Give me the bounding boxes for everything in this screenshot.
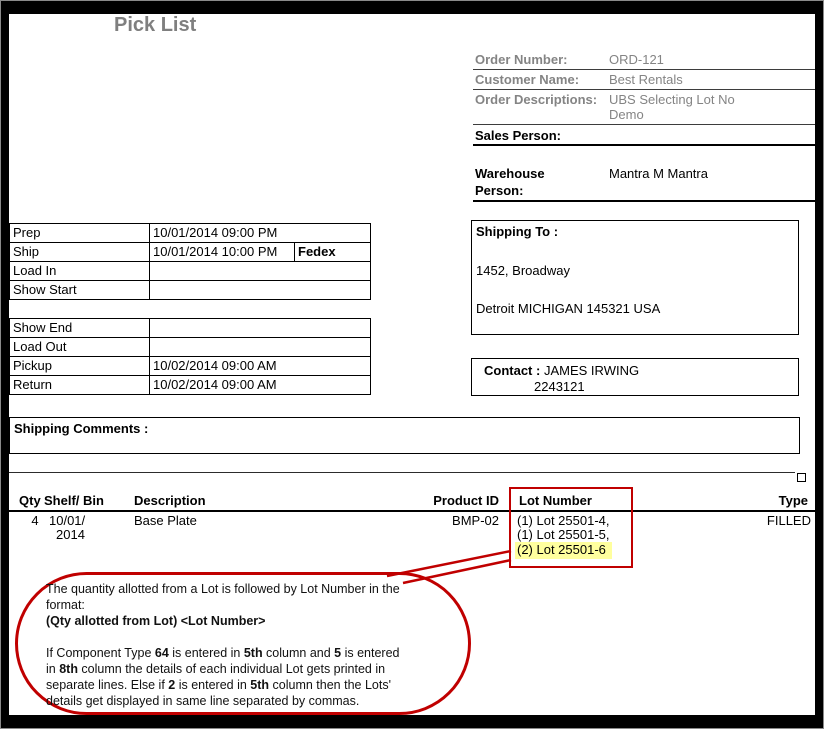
item-product-id: BMP-02 — [452, 513, 499, 528]
schedule-label: Show End — [10, 319, 150, 337]
item-shelf-bin-line1: 10/01/ — [49, 513, 86, 528]
divider — [9, 472, 795, 473]
item-description: Base Plate — [134, 513, 197, 528]
order-descriptions-label: Order Descriptions: — [475, 92, 598, 107]
schedule-value — [150, 262, 370, 280]
schedule-value: 10/02/2014 09:00 AM — [153, 377, 277, 392]
table-row — [10, 376, 370, 394]
sales-person-label: Sales Person: — [475, 128, 561, 143]
schedule-label: Load In — [10, 262, 150, 280]
schedule-label: Prep — [10, 224, 150, 242]
lot-line: (1) Lot 25501-5, — [517, 527, 610, 542]
col-header-qty: Qty — [19, 493, 41, 508]
shipping-to-box — [471, 220, 799, 335]
customer-name-label: Customer Name: — [475, 72, 580, 87]
shipping-comments-label: Shipping Comments : — [14, 421, 149, 436]
col-header-lot-number: Lot Number — [519, 493, 592, 508]
table-row — [10, 281, 370, 299]
contact-name: JAMES IRWING — [543, 363, 640, 378]
schedule-table-1 — [9, 223, 371, 300]
schedule-value — [150, 281, 370, 299]
schedule-label: Load Out — [10, 338, 150, 356]
annotation-red-rectangle — [509, 487, 633, 568]
table-row — [10, 243, 370, 262]
order-descriptions-value-line1: UBS Selecting Lot No — [609, 92, 735, 107]
warehouse-person-label-line2: Person: — [475, 183, 524, 198]
item-type: FILLED — [766, 513, 811, 528]
divider — [473, 89, 815, 90]
order-number-label: Order Number: — [475, 52, 568, 67]
warehouse-person-label-line1: Warehouse — [475, 166, 545, 181]
shipping-comments-box — [9, 417, 800, 454]
shipping-address-line1: 1452, Broadway — [476, 263, 570, 278]
table-row — [10, 357, 370, 376]
table-row — [10, 338, 370, 357]
table-row — [10, 319, 370, 338]
customer-name-value: Best Rentals — [609, 72, 683, 87]
schedule-value: 10/02/2014 09:00 AM — [153, 358, 277, 373]
col-header-product-id: Product ID — [433, 493, 499, 508]
col-header-type: Type — [778, 493, 808, 508]
warehouse-person-value: Mantra M Mantra — [609, 166, 708, 181]
schedule-label: Show Start — [10, 281, 150, 299]
table-row — [10, 262, 370, 281]
divider — [473, 69, 815, 70]
item-shelf-bin-line2: 2014 — [56, 527, 85, 542]
shipping-to-title: Shipping To : — [476, 224, 559, 239]
lot-line: (1) Lot 25501-4, — [517, 513, 610, 528]
col-header-description: Description — [134, 493, 206, 508]
divider — [473, 144, 815, 146]
pick-list-report — [9, 14, 815, 715]
contact-line — [484, 363, 639, 378]
report-title: Pick List — [114, 14, 197, 36]
schedule-value — [150, 338, 370, 356]
table-row — [10, 224, 370, 243]
window-frame — [1, 1, 823, 728]
schedule-value — [150, 319, 370, 337]
shipping-address-line2: Detroit MICHIGAN 145321 USA — [476, 301, 661, 316]
highlighted-lot: (2) Lot 25501-6 — [515, 542, 612, 559]
schedule-label: Ship — [10, 243, 150, 261]
divider — [473, 124, 815, 125]
contact-box — [471, 358, 799, 396]
ship-carrier-value: Fedex — [298, 244, 336, 259]
annotation-callout-text: The quantity allotted from a Lot is followed by Lot Number in the format: (Qty allotted from Lot) <Lot Number> If Component Type 64 is entered in 5th column and 5 is entered in 8th column the details of each individual Lot gets printed in separate lines. Else if 2 is entered in 5th column then the Lots' details get displayed in same line separated by commas. — [46, 582, 400, 708]
small-square-marker-icon[interactable] — [797, 473, 806, 482]
table-header-underline — [9, 510, 815, 512]
contact-label: Contact : — [484, 363, 541, 378]
item-qty: 4 — [31, 513, 39, 528]
schedule-label: Return — [10, 376, 150, 394]
schedule-value: 10/01/2014 09:00 PM — [153, 225, 278, 240]
col-header-shelf-bin: Shelf/ Bin — [44, 493, 104, 508]
divider — [473, 200, 815, 202]
schedule-table-2 — [9, 318, 371, 395]
schedule-label: Pickup — [10, 357, 150, 375]
contact-phone: 2243121 — [534, 379, 585, 394]
order-number-value: ORD-121 — [609, 52, 664, 67]
schedule-value: 10/01/2014 10:00 PM — [150, 243, 295, 261]
order-descriptions-value-line2: Demo — [609, 107, 644, 122]
